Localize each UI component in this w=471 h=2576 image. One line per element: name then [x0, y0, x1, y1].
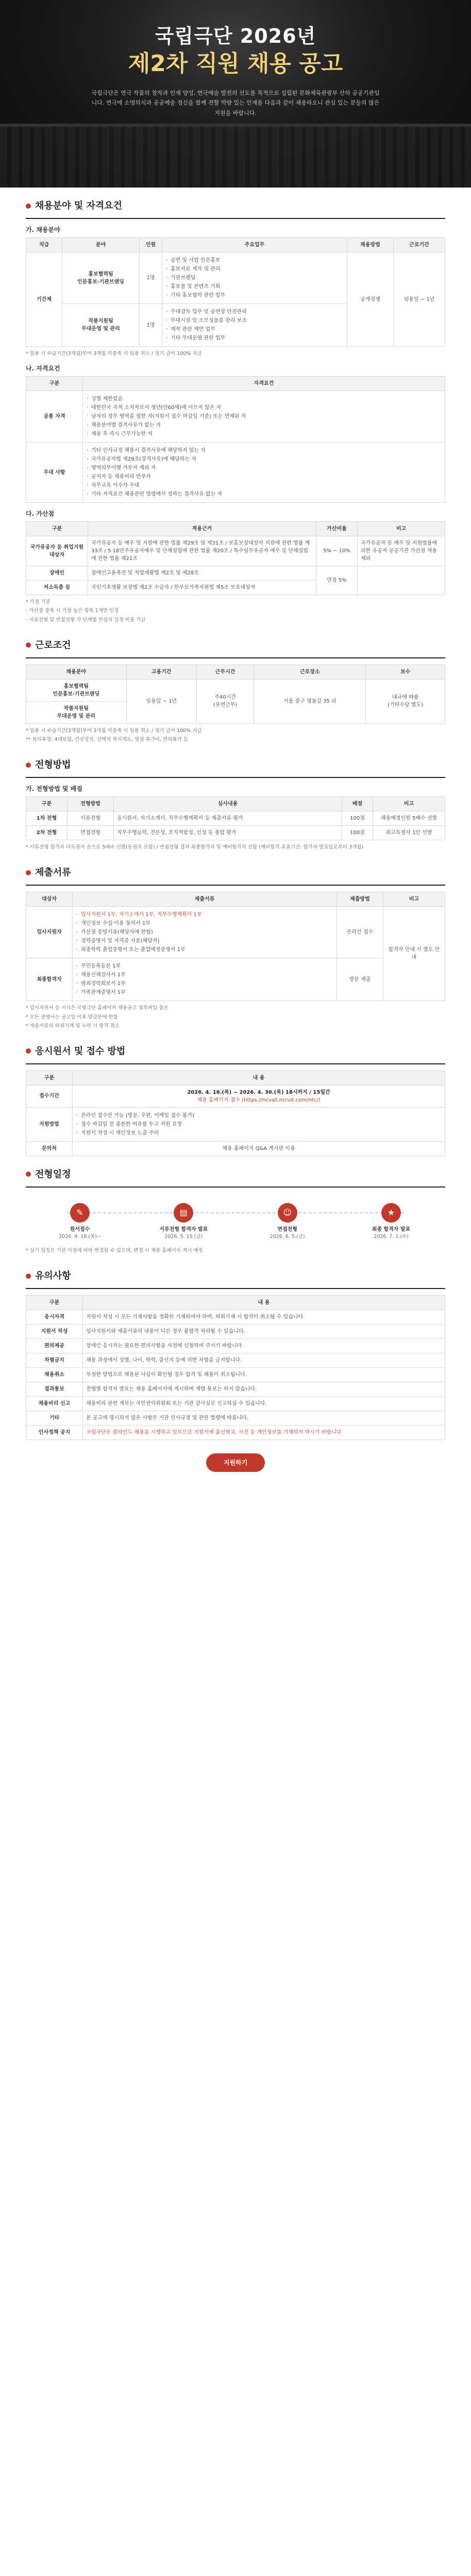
field-cell: 홍보협력팀 인문홍보·기관브랜딩	[26, 679, 127, 701]
table-header: 보수	[366, 665, 445, 679]
table-header: 근로장소	[254, 665, 366, 679]
footnote-line: - 서류전형 및 면접전형 각 단계별 만점의 일정 비율 가산	[26, 617, 146, 623]
document-icon: ▤	[174, 1203, 193, 1223]
bonus-note	[358, 566, 445, 595]
table-header: 내 용	[83, 1296, 445, 1310]
field-cell: 작품지원팀 무대운영 및 관리	[62, 304, 140, 347]
method-item: · 온라인 접수만 가능 (방문, 우편, 이메일 접수 불가)	[76, 1112, 442, 1120]
bonus-rate: 만점 5%	[316, 566, 358, 595]
table-header: 대상자	[26, 892, 73, 907]
stage-cell: 2차 전형	[26, 826, 68, 840]
section-schedule	[0, 1156, 471, 1255]
star-icon: ★	[381, 1203, 401, 1223]
table-header: 구분	[26, 377, 83, 391]
footnote-line: * 제출서류의 허위기재 및 누락 시 합격 취소	[26, 1023, 120, 1029]
apply-button[interactable]: 지원하기	[206, 1453, 265, 1472]
common-label: 공통 자격	[26, 391, 83, 443]
duty-item: · 홍보물 및 콘텐츠 기획	[165, 283, 344, 291]
method-value	[73, 1107, 445, 1141]
table-header: 분야	[62, 238, 140, 252]
method-cell: 공개경쟁	[347, 252, 394, 347]
score-cell: 100점	[342, 826, 373, 840]
timeline-step	[150, 1203, 217, 1241]
bonus-category: 장애인	[26, 566, 88, 581]
requirement-item: · 채용분야별 결격사유가 없는 자	[86, 421, 442, 429]
count-cell: 1명	[140, 304, 162, 347]
section-notices	[0, 1258, 471, 1493]
period-label: 접수기간	[26, 1085, 73, 1107]
section-selection	[0, 747, 471, 851]
section-title: 유의사항	[35, 1270, 71, 1282]
subsection-title: 가. 채용분야	[26, 226, 60, 233]
notices-table	[26, 1295, 445, 1440]
bullet-icon	[26, 1274, 31, 1279]
content-cell: 직무수행능력, 전문성, 조직적합성, 인성 등 종합 평가	[114, 826, 342, 840]
table-header: 제출방법	[337, 892, 383, 907]
score-cell: 100점	[342, 811, 373, 826]
footnote-line: * 임용 시 수습기간(3개월)부여 3개월 미충족 시 임용 취소 / 정기 급여 100% 지급	[26, 727, 202, 734]
notice-key: 기타	[26, 1411, 83, 1426]
doc-item: · 가산점 증빙서류(해당자에 한함)	[76, 928, 333, 936]
duty-item: · 기관브랜딩	[165, 274, 344, 282]
duty-item: · 기타 홍보협력 관련 업무	[165, 292, 344, 299]
bonus-category: 국가유공자 등 취업지원대상자	[26, 536, 88, 566]
notice-key: 지원서 작성	[26, 1325, 83, 1339]
notice-key: 응시자격	[26, 1310, 83, 1325]
footnote	[26, 350, 445, 358]
table-header: 인원	[140, 238, 162, 252]
notice-value: 본 공고에 명시되지 않은 사항은 기관 인사규정 및 관련 법령에 따릅니다.	[83, 1411, 445, 1426]
schedule-timeline	[26, 1194, 445, 1244]
bullet-icon	[26, 870, 31, 875]
footnote	[26, 1247, 445, 1255]
table-header: 구분	[26, 1071, 73, 1085]
docs-cell	[73, 958, 337, 1001]
bonus-basis: 국민기초생활 보장법 제2조 수급자 / 한부모가족지원법 제5조 보호대상자	[88, 581, 316, 595]
period-cell: 임용일 ~ 1년	[394, 252, 445, 347]
place-cell: 서울 중구 명동길 35 외	[254, 679, 366, 723]
notice-key: 결과통보	[26, 1382, 83, 1397]
method-label: 지원방법	[26, 1107, 73, 1141]
doc-item: · 범죄경력회보서 1부	[76, 980, 333, 988]
notice-key: 채용취소	[26, 1368, 83, 1382]
table-header: 구분	[26, 522, 88, 536]
notice-key: 인사정책 공지	[26, 1426, 83, 1440]
footnote-line: * 임용 시 수습기간(3개월)부여 3개월 미충족 시 임용 취소 / 정기 급여 100% 지급	[26, 351, 202, 357]
table-header: 근무시간	[196, 665, 254, 679]
hero-title-main: 제2차 직원 채용 공고	[128, 50, 343, 77]
application-icon: ✎	[70, 1203, 90, 1223]
method-cell: 면접전형	[68, 826, 114, 840]
duties-cell	[162, 252, 347, 304]
contact-label: 문의처	[26, 1141, 73, 1156]
footnote	[26, 1004, 445, 1030]
notice-value: 국립극단은 블라인드 채용을 시행하고 있으므로 지원서에 출신학교, 사진 등 개인정보를 기재하지 마시기 바랍니다.	[83, 1426, 445, 1440]
doc-item: · 채용신체검사서 1부	[76, 971, 333, 979]
notice-value: 지원서 작성 시 모든 기재사항을 정확히 기재하여야 하며, 허위기재 시 합격이 취소될 수 있습니다.	[83, 1310, 445, 1325]
section-title: 근로조건	[35, 639, 71, 651]
duty-item: · 기타 무대운영 관련 업무	[165, 334, 344, 342]
remark-cell: 채용예정인원 5배수 선발	[373, 811, 445, 826]
table-header: 채용분야	[26, 665, 127, 679]
bullet-icon	[26, 642, 31, 648]
subsection-title: 나. 자격요건	[26, 365, 60, 372]
timeline-step	[358, 1203, 425, 1241]
pay-cell: 내규에 따름 (기타수당 별도)	[366, 679, 445, 723]
footnote-line: ** 복리후생: 4대보험, 건강검진, 선택적 복지제도, 명절 휴가비, 연차휴가 등	[26, 736, 188, 742]
requirement-item: · 기타 인사규정 채용시 결격사유에 해당하지 않는 자	[86, 447, 442, 454]
table-header: 심사내용	[114, 797, 342, 811]
target-cell: 입사지원자	[26, 907, 73, 958]
requirement-item: · 성별 제한없음	[86, 395, 442, 403]
step-date: 2026. 6. 5.(금)	[270, 1233, 305, 1240]
duty-item: · 무대시설 및 소모성물품 관리 보조	[165, 317, 344, 325]
conditions-table	[26, 665, 445, 724]
section-title: 전형일정	[35, 1168, 71, 1180]
notice-value: 전형별 합격자 발표는 채용 홈페이지에 게시하며 개별 통보는 하지 않습니다.	[83, 1382, 445, 1397]
doc-item: · 최종학력 졸업증명서 또는 졸업예정증명서 1부	[76, 946, 333, 954]
remark-cell: 최고득점자 1인 선발	[373, 826, 445, 840]
table-header: 비고	[373, 797, 445, 811]
step-label: 면접전형	[277, 1226, 297, 1232]
notice-key: 채용비리 신고	[26, 1397, 83, 1411]
doc-item: · 주민등록등본 1부	[76, 962, 333, 970]
stage-cell: 1차 전형	[26, 811, 68, 826]
table-header: 주요업무	[162, 238, 347, 252]
footnote-line: * 서류전형 합격자 다득점자 순으로 5배수 선발(동점자 포함) / 면접전형 결과 최종합격자 및 예비합격자 선발 (예비합격 유효기간: 합격자 발표일로부터 3개월)	[26, 844, 364, 851]
table-header: 자격요건	[83, 377, 445, 391]
bonus-note: 국가유공자 등 예우 및 지원법률에 의한 유공자 공공기관 가산점 적용 제외	[358, 536, 445, 566]
footnote-line: * 모든 증명서는 공고일 이후 발급분에 한함	[26, 1014, 118, 1020]
section-title: 전형방법	[35, 759, 71, 771]
table-header: 전형방법	[68, 797, 114, 811]
section-conditions	[0, 627, 471, 743]
requirement-item: · 채용 후 즉시 근무가능한 자	[86, 430, 442, 438]
timeline-step	[254, 1203, 321, 1241]
section-title: 응시원서 및 접수 방법	[35, 1045, 126, 1057]
count-cell: 1명	[140, 252, 162, 304]
duty-item: · 무대감독 업무 및 공연장 안전관리	[165, 308, 344, 316]
table-header: 구분	[26, 797, 68, 811]
method-cell: 서류전형	[68, 811, 114, 826]
table-header: 비고	[383, 892, 445, 907]
bonus-basis: 국가유공자 등 예우 및 지원에 관한 법률 제29조 및 제31조 / 보훈보상대상자 지원에 관한 법률 제33조 / 5·18민주유공자예우 및 단체설립에 관한 법률 제20조 / 특수임무유공자 예우 및 단체설립에 관한 법률 제21조	[88, 536, 316, 566]
duty-item: · 공연 및 사업 언론홍보	[165, 257, 344, 264]
content-cell: 응시원서, 자기소개서, 직무수행계획서 등 제출서류 평가	[114, 811, 342, 826]
subsection-title: 다. 가산점	[26, 510, 55, 518]
table-header: 채용방법	[347, 238, 394, 252]
remark-cell: 합격자 안내 시 별도 안내	[383, 907, 445, 1001]
doc-item: · 가족관계증명서 1부	[76, 989, 333, 996]
timeline-step	[46, 1203, 113, 1241]
requirement-item: · 국가유공자법 제29조(결격사유)에 해당하는 자	[86, 455, 442, 463]
bonus-basis: 장애인고용촉진 및 직업재활법 제2조 및 제28조	[88, 566, 316, 581]
table-header: 직급	[26, 238, 62, 252]
section-title: 제출서류	[35, 867, 71, 878]
notice-value: 장애인 응시자는 필요한 편의사항을 사전에 신청하여 주시기 바랍니다.	[83, 1339, 445, 1353]
hero-banner	[0, 0, 471, 188]
section-title: 채용분야 및 자격요건	[35, 200, 123, 211]
doc-item: · 개인정보 수집·이용 동의서 1부	[76, 920, 333, 927]
bullet-icon	[26, 204, 31, 209]
apply-site-link[interactable]: 채용 홈페이지 접수 (https://ncvall.ncruit.com/ntc/)	[197, 1097, 321, 1103]
requirement-item: · 공직자 등 채용비리 연루자	[86, 473, 442, 481]
doc-item: · 입사지원서 1부, 자기소개서 1부, 직무수행계획서 1부	[76, 911, 333, 919]
field-cell: 홍보협력팀 인문홍보·기관브랜딩	[62, 252, 140, 304]
footnote-line: - 가산점 중복 시 가장 높은 항목 1개만 인정	[26, 608, 119, 614]
section-application	[0, 1033, 471, 1156]
footnote-line: * 입사지원서 등 서식은 국립극단 홈페이지 채용공고 첨부파일 참조	[26, 1005, 169, 1011]
notice-value: 입사지원서와 제출서류의 내용이 다른 경우 불합격 처리될 수 있습니다.	[83, 1325, 445, 1339]
interview-icon: ☺	[278, 1203, 297, 1223]
docs-cell	[73, 907, 337, 958]
step-date: 2026. 5. 15.(금)	[164, 1233, 203, 1240]
bonus-rate: 5% ~ 10%	[316, 536, 358, 566]
requirement-item: · 병역의무이행 거부자 제외 자	[86, 464, 442, 472]
pref-label: 우대 사항	[26, 443, 83, 503]
footnote	[26, 598, 445, 624]
bonus-category: 저소득층 등	[26, 581, 88, 595]
step-label: 최종 합격자 발표	[372, 1226, 411, 1232]
footnote-line: * 가점 기준	[26, 599, 51, 605]
step-date: 2026. 7. 1.(수)	[374, 1233, 409, 1240]
notice-value: 채용비리 관련 제보는 국민권익위원회 또는 기관 감사실로 신고하실 수 있습니다.	[83, 1397, 445, 1411]
application-table	[26, 1071, 445, 1156]
hours-cell: 주40시간 (유연근무)	[196, 679, 254, 723]
footnote-line: * 상기 일정은 기관 사정에 따라 변경될 수 있으며, 변경 시 채용 홈페이지 게시 예정	[26, 1248, 203, 1254]
duties-cell	[162, 304, 347, 347]
field-cell: 작품지원팀 무대운영 및 관리	[26, 701, 127, 723]
bonus-table	[26, 521, 445, 595]
table-header: 가산비율	[316, 522, 358, 536]
notice-value: 부정한 방법으로 채용된 사실이 확인될 경우 합격 및 채용이 취소됩니다.	[83, 1368, 445, 1382]
section-documents	[0, 854, 471, 1030]
duty-item: · 홍보자료 제작 및 관리	[165, 265, 344, 273]
grade-cell: 기간제	[26, 252, 62, 347]
step-label: 서류전형 합격자 발표	[159, 1226, 208, 1232]
requirement-item: · 직무교육 이수자 우대	[86, 482, 442, 489]
table-header: 구분	[26, 1296, 83, 1310]
target-cell: 최종합격자	[26, 958, 73, 1001]
table-header: 적용근거	[88, 522, 316, 536]
step-date: 2026. 4. 16.(목)~	[59, 1233, 101, 1240]
apply-area	[26, 1440, 445, 1493]
doc-item: · 경력증명서 및 자격증 사본(해당자)	[76, 937, 333, 945]
method-cell: 방문 제출	[337, 958, 383, 1001]
hero-title-year: 국립극단 2026년	[155, 25, 316, 47]
table-header: 고용기간	[126, 665, 196, 679]
notice-key: 편의제공	[26, 1339, 83, 1353]
method-item: · 지원서 작성 시 개인정보 노출 주의	[76, 1129, 442, 1137]
method-item: · 접수 마감일 전 충분한 여유를 두고 지원 요망	[76, 1121, 442, 1128]
contact-value: 채용 홈페이지 Q&A 게시판 이용	[73, 1141, 445, 1156]
notice-value: 채용 과정에서 성별, 나이, 학력, 출신지 등에 의한 차별을 금지합니다.	[83, 1353, 445, 1368]
period-value	[73, 1085, 445, 1107]
positions-table	[26, 238, 445, 347]
selection-table	[26, 796, 445, 840]
documents-table	[26, 892, 445, 1001]
duty-item: · 제작 관련 제반 업무	[165, 326, 344, 333]
footnote	[26, 843, 445, 851]
table-header: 배점	[342, 797, 373, 811]
step-label: 원서접수	[70, 1226, 90, 1232]
bullet-icon	[26, 1048, 31, 1054]
common-requirements	[83, 391, 445, 443]
notice-key: 차별금지	[26, 1353, 83, 1368]
requirements-table	[26, 376, 445, 503]
requirement-item: · 대한민국 국적 소지자로서 정년(만60세)에 이르지 않은 자	[86, 404, 442, 412]
hero-description: 국립극단은 연극 작품의 창작과 인재 양성, 연극예술 발전의 선도를 목적으로 설립된 문화체육관광부 산하 공공기관입니다. 연극에 소명의식과 공공예술 정신을 함께 전할 역량 있는 인재를 다음과 같이 채용하오니 관심 있는 분들의 많은 지원을 바랍니다.	[91, 89, 380, 117]
subsection-title: 가. 전형방법 및 배점	[26, 785, 82, 793]
requirement-item: · 기타 자격요건 채용관련 법령에서 정하는 결격사유 없는 자	[86, 490, 442, 498]
period-cell: 임용일 ~ 1년	[126, 679, 196, 723]
method-cell: 온라인 접수	[337, 907, 383, 958]
table-header: 내 용	[73, 1071, 445, 1085]
bullet-icon	[26, 1172, 31, 1177]
pref-requirements	[83, 443, 445, 503]
footnote	[26, 727, 445, 743]
requirement-item: · 남자의 경우 병역을 필한 자(지원서 접수 마감일 기준) 또는 면제된 자	[86, 413, 442, 420]
period-dates: 2026. 4. 16.(목) ~ 2026. 4. 30.(목) 18시까지 / 15일간	[187, 1089, 330, 1095]
table-header: 근로기간	[394, 238, 445, 252]
section-qualifications	[0, 188, 471, 624]
table-header: 제출서류	[73, 892, 337, 907]
table-header: 비고	[358, 522, 445, 536]
bullet-icon	[26, 762, 31, 768]
